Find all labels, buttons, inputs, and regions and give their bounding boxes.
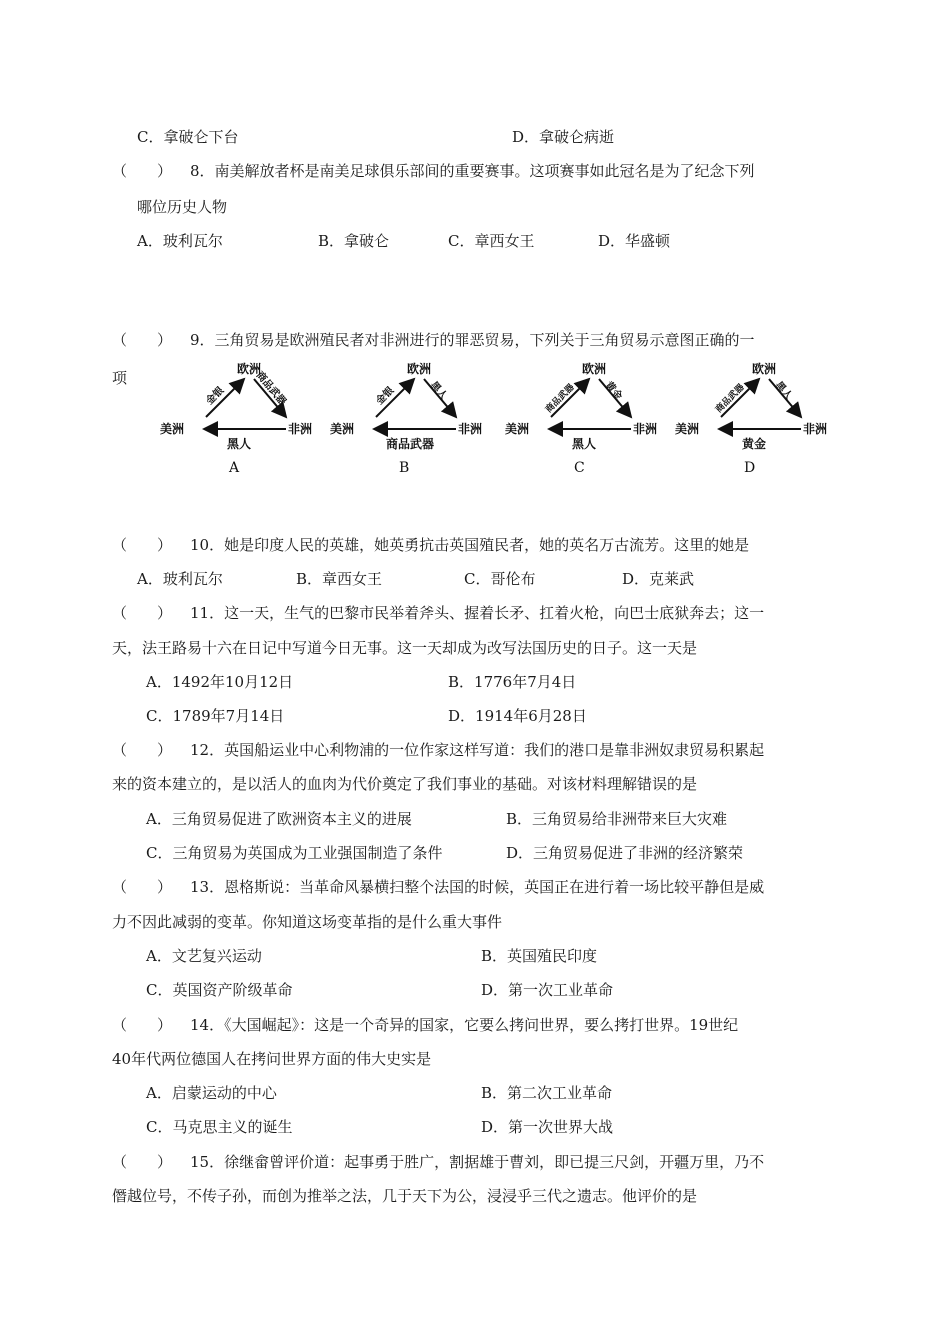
diagram-b-right-edge: 黑人 <box>427 379 449 403</box>
diagram-a-bottom-edge: 黑人 <box>227 437 252 451</box>
q11-stem-line2: 天，法王路易十六在日记中写道今日无事。这一天却成为改写法国历史的日子。这一天是 <box>112 639 698 657</box>
diagram-c-bottom-edge: 黑人 <box>572 437 597 451</box>
diagram-c-right: 非洲 <box>633 422 658 436</box>
diagram-d-top: 欧洲 <box>752 362 777 376</box>
q14-option-d: D．第一次世界大战 <box>481 1118 614 1136</box>
q14-option-c: C．马克思主义的诞生 <box>146 1118 293 1136</box>
diagram-b-right: 非洲 <box>458 422 483 436</box>
q12-bracket: （ ） <box>112 741 173 759</box>
diagram-d <box>675 361 827 476</box>
diagram-b-bottom-edge: 商品武器 <box>386 437 435 451</box>
diagram-b-letter: B <box>399 460 410 476</box>
diagram-c <box>505 361 657 476</box>
q9-stem-line1: 9．三角贸易是欧洲殖民者对非洲进行的罪恶贸易，下列关于三角贸易示意图正确的一 <box>190 331 755 349</box>
q15-stem-line1: 15．徐继畲曾评价道：起事勇于胜广，割据雄于曹刘，即已提三尺剑，开疆万里，乃不 <box>190 1153 765 1171</box>
q15-bracket: （ ） <box>112 1153 173 1171</box>
q8-option-b: B．拿破仑 <box>318 232 390 250</box>
diagram-a-left: 美洲 <box>160 422 185 436</box>
q12-stem-line2: 来的资本建立的，是以活人的血肉为代价奠定了我们事业的基础。对该材料理解错误的是 <box>112 775 698 793</box>
q10-option-a: A．玻利瓦尔 <box>137 570 223 588</box>
diagram-a-letter: A <box>229 460 240 476</box>
q14-bracket: （ ） <box>112 1016 173 1034</box>
q12-stem-line1: 12．英国船运业中心利物浦的一位作家这样写道：我们的港口是靠非洲奴隶贸易积累起 <box>190 741 765 759</box>
diagram-b <box>330 361 482 476</box>
q13-option-a: A．文艺复兴运动 <box>146 947 262 965</box>
diagram-a-top: 欧洲 <box>237 362 262 376</box>
q7-option-c: C．拿破仑下台 <box>137 128 239 146</box>
q11-stem-line1: 11．这一天，生气的巴黎市民举着斧头、握着长矛、扛着火枪，向巴士底狱奔去；这一 <box>190 604 765 622</box>
diagram-d-left-edge: 商品武器 <box>714 382 747 416</box>
q12-option-c: C．三角贸易为英国成为工业强国制造了条件 <box>146 844 443 862</box>
diagram-a <box>160 361 312 476</box>
diagram-c-left: 美洲 <box>505 422 530 436</box>
q9-bracket: （ ） <box>112 331 173 349</box>
diagram-c-top: 欧洲 <box>582 362 607 376</box>
diagram-d-left: 美洲 <box>675 422 700 436</box>
q10-option-d: D．克莱武 <box>622 570 695 588</box>
q10-option-b: B．章西女王 <box>296 570 383 588</box>
q13-stem-line1: 13．恩格斯说：当革命风暴横扫整个法国的时候，英国正在进行着一场比较平静但是威 <box>190 878 765 896</box>
diagram-c-letter: C <box>574 460 585 476</box>
diagram-a-left-edge: 金银 <box>204 385 227 408</box>
q12-option-b: B．三角贸易给非洲带来巨大灾难 <box>506 810 728 828</box>
q10-bracket: （ ） <box>112 536 173 554</box>
q11-option-a: A．1492年10月12日 <box>146 673 294 691</box>
q11-option-d: D．1914年6月28日 <box>448 707 587 725</box>
q13-option-b: B．英国殖民印度 <box>481 947 598 965</box>
q15-stem-line2: 僭越位号，不传子孙，而创为推举之法，几于天下为公，浸浸乎三代之遗志。他评价的是 <box>112 1187 698 1205</box>
triangle-trade-diagrams <box>150 355 860 480</box>
q13-option-c: C．英国资产阶级革命 <box>146 981 293 999</box>
q11-option-b: B．1776年7月4日 <box>448 673 577 691</box>
diagram-d-letter: D <box>744 460 756 476</box>
q7-option-d: D．拿破仑病逝 <box>512 128 615 146</box>
q11-option-c: C．1789年7月14日 <box>146 707 285 725</box>
q8-bracket: （ ） <box>112 162 173 180</box>
q14-option-b: B．第二次工业革命 <box>481 1084 613 1102</box>
q14-stem-line2: 40年代两位德国人在拷问世界方面的伟大史实是 <box>112 1050 432 1068</box>
q12-option-d: D．三角贸易促进了非洲的经济繁荣 <box>506 844 744 862</box>
diagram-c-left-edge: 商品武器 <box>544 382 577 416</box>
q8-stem-line2: 哪位历史人物 <box>137 198 228 216</box>
diagram-b-left: 美洲 <box>330 422 355 436</box>
diagram-c-right-edge: 黄金 <box>602 379 624 403</box>
q14-option-a: A．启蒙运动的中心 <box>146 1084 277 1102</box>
q12-option-a: A．三角贸易促进了欧洲资本主义的进展 <box>146 810 412 828</box>
q14-stem-line1: 14．《大国崛起》：这是一个奇异的国家，它要么拷问世界，要么拷打世界。19世纪 <box>190 1016 739 1034</box>
q8-option-a: A．玻利瓦尔 <box>137 232 223 250</box>
diagram-b-top: 欧洲 <box>407 362 432 376</box>
q10-option-c: C．哥伦布 <box>464 570 536 588</box>
diagram-d-right: 非洲 <box>803 422 828 436</box>
q13-bracket: （ ） <box>112 878 173 896</box>
diagram-d-bottom-edge: 黄金 <box>742 437 767 451</box>
q8-stem-line1: 8．南美解放者杯是南美足球俱乐部间的重要赛事。这项赛事如此冠名是为了纪念下列 <box>190 162 755 180</box>
q10-stem-line1: 10．她是印度人民的英雄，她英勇抗击英国殖民者，她的英名万古流芳。这里的她是 <box>190 536 750 554</box>
diagram-d-right-edge: 黑人 <box>772 379 794 403</box>
diagram-b-left-edge: 金银 <box>374 385 397 408</box>
diagram-a-right: 非洲 <box>288 422 313 436</box>
q11-bracket: （ ） <box>112 604 173 622</box>
q8-option-c: C．章西女王 <box>448 232 535 250</box>
q9-stem-line2: 项 <box>112 369 128 387</box>
q13-option-d: D．第一次工业革命 <box>481 981 614 999</box>
diagram-a-right-edge: 商品武器 <box>253 369 288 408</box>
q13-stem-line2: 力不因此减弱的变革。你知道这场变革指的是什么重大事件 <box>112 913 503 931</box>
q8-option-d: D．华盛顿 <box>598 232 671 250</box>
